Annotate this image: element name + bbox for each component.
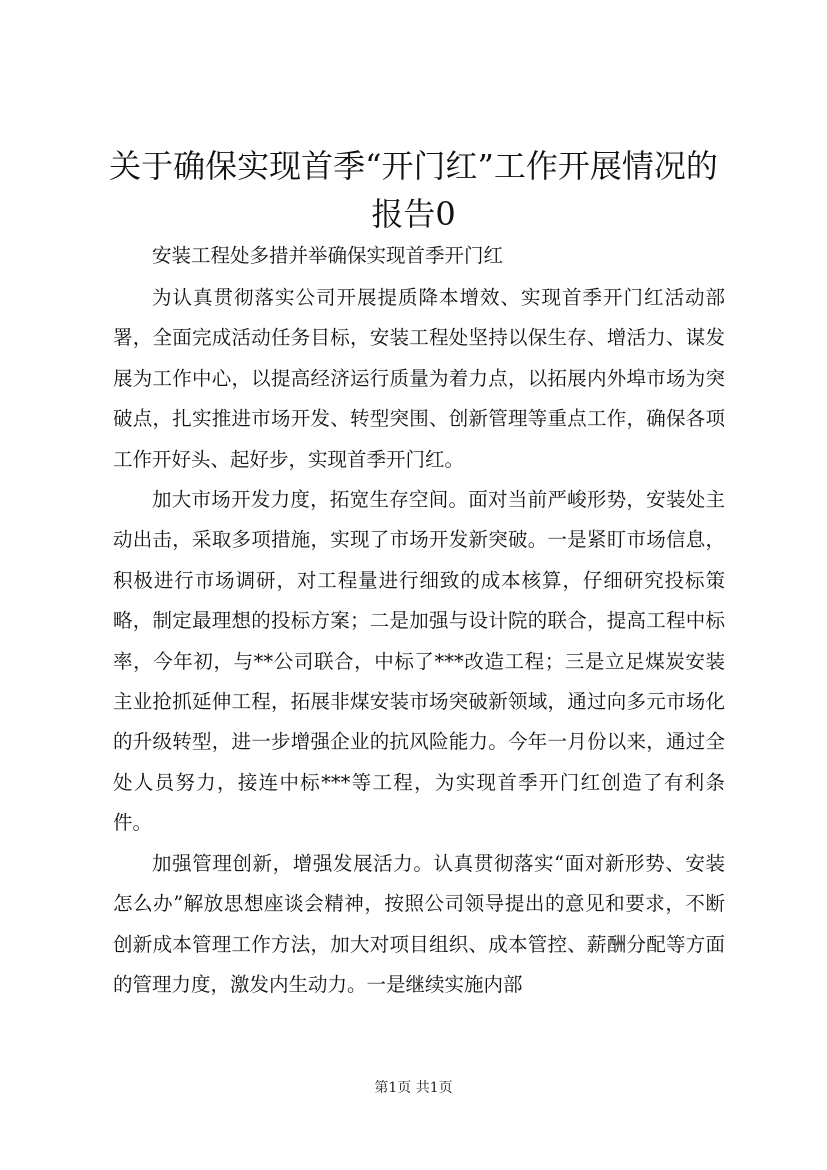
paragraph: 为认真贯彻落实公司开展提质降本增效、实现首季开门红活动部署，全面完成活动任务目标，安装工程处坚持以保生存、增活力、谋发展为工作中心，以提高经济运行质量为着力点，以拓展内外埠市场为突破点，扎实推进市场开发、转型突围、创新管理等重点工作，确保各项工作开好头、起好步，实现首季开门红。 xyxy=(113,286,725,471)
document-subtitle: 安装工程处多措并举确保实现首季开门红 xyxy=(152,244,504,267)
document-title: 关于确保实现首季“开门红”工作开展情况的报告0 xyxy=(109,147,718,233)
paragraph: 加强管理创新，增强发展活力。认真贯彻落实“面对新形势、安装怎么办”解放思想座谈会精神，按照公司领导提出的意见和要求，不断创新成本管理工作方法，加大对项目组织、成本管控、薪酬分配等方面的管理力度，激发内生动力。一是继续实施内部 xyxy=(113,851,725,996)
page-footer: 第1页 共1页 xyxy=(374,1080,453,1096)
document-body xyxy=(113,236,725,1005)
paragraph: 加大市场开发力度，拓宽生存空间。面对当前严峻形势，安装处主动出击，采取多项措施，实现了市场开发新突破。一是紧盯市场信息，积极进行市场调研，对工程量进行细致的成本核算，仔细研究投标策略，制定最理想的投标方案；二是加强与设计院的联合，提高工程中标率，今年初，与**公司联合，中标了***改造工程；三是立足煤炭安装主业抢抓延伸工程，拓展非煤安装市场突破新领域，通过向多元市场化的升级转型，进一步增强企业的抗风险能力。今年一月份以来，通过全处人员努力，接连中标***等工程，为实现首季开门红创造了有利条件。 xyxy=(113,488,725,835)
